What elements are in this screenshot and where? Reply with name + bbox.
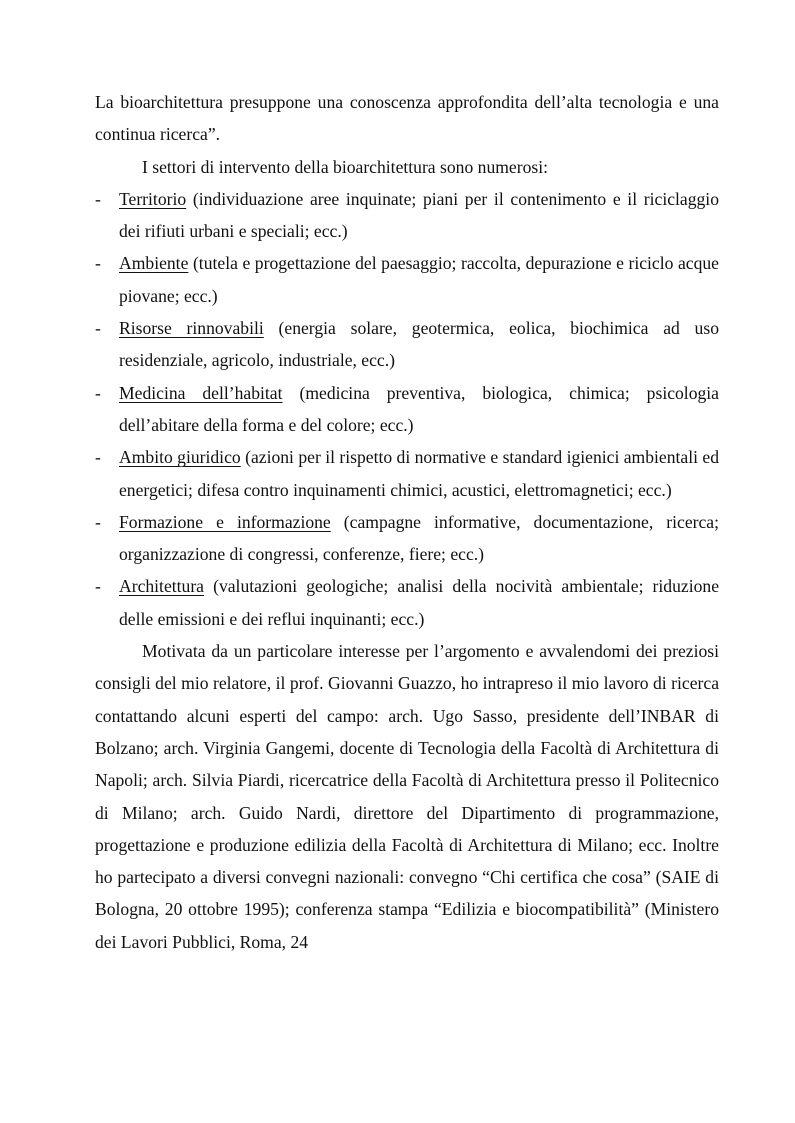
sector-term: Risorse rinnovabili [119,318,264,339]
list-bullet: - [95,188,101,209]
list-item [95,441,719,506]
list-item [95,506,719,571]
intro-paragraph: La bioarchitettura presuppone una conoscenza approfondita dell’alta tecnologia e una continua ricerca”. [95,92,719,145]
sectors-list [95,183,719,635]
list-bullet: - [95,382,101,403]
list-bullet: - [95,576,101,597]
sector-description: (individuazione aree inquinate; piani per il contenimento e il riciclaggio dei rifiuti urbani e speciali; ecc.) [119,188,719,242]
sector-term: Ambito giuridico [119,447,241,468]
sector-term: Ambiente [119,253,189,274]
list-item [95,183,719,248]
list-item [95,312,719,377]
research-paragraph: Motivata da un particolare interesse per l’argomento e avvalendomi dei preziosi consigli del mio relatore, il prof. Giovanni Guazzo, ho intrapreso il mio lavoro di ricerca contattando alcuni esperti del campo: arch. Ugo Sasso, presidente dell’INBAR di Bolzano; arch. Virginia Gangemi, docente di Tecnologia della Facoltà di Architettura di Napoli; arch. Silvia Piardi, ricercatrice della Facoltà di Architettura presso il Politecnico di Milano; arch. Guido Nardi, direttore del Dipartimento di programmazione, progettazione e produzione edilizia della Facoltà di Architettura di Milano; ecc. Inoltre ho partecipato a diversi convegni nazionali: convegno “Chi certifica che cosa” (SAIE di Bologna, 20 ottobre 1995); conferenza stampa “Edilizia e biocompatibilità” (Ministero dei Lavori Pubblici, Roma, 24 [95,641,719,952]
sectors-intro-paragraph: I settori di intervento della bioarchitettura sono numerosi: [142,156,549,177]
list-bullet: - [95,447,101,468]
sector-term: Medicina dell’habitat [119,382,283,403]
list-item [95,377,719,442]
sector-term: Formazione e informazione [119,511,331,532]
sector-description: (valutazioni geologiche; analisi della nocività ambientale; riduzione delle emissioni e dei reflui inquinanti; ecc.) [119,576,719,629]
list-bullet: - [95,318,101,339]
document-page [95,86,719,958]
sector-description: (medicina preventiva, biologica, chimica; psicologia dell’abitare della forma e del colore; ecc.) [119,382,719,435]
list-item [95,247,719,312]
sector-term: Territorio [119,188,187,209]
sector-description: (campagne informative, documentazione, ricerca; organizzazione di congressi, conferenze, fiere; ecc.) [119,511,720,565]
sector-term: Architettura [119,576,204,597]
sector-description: (energia solare, geotermica, eolica, biochimica ad uso residenziale, agricolo, industriale, ecc.) [119,318,719,371]
list-item [95,570,719,635]
sector-description: (azioni per il rispetto di normative e standard igienici ambientali ed energetici; difesa contro inquinamenti chimici, acustici, elettromagnetici; ecc.) [119,447,719,500]
list-bullet: - [95,253,101,274]
sector-description: (tutela e progettazione del paesaggio; raccolta, depurazione e riciclo acque piovane; ecc.) [119,253,719,306]
list-bullet: - [95,511,101,532]
